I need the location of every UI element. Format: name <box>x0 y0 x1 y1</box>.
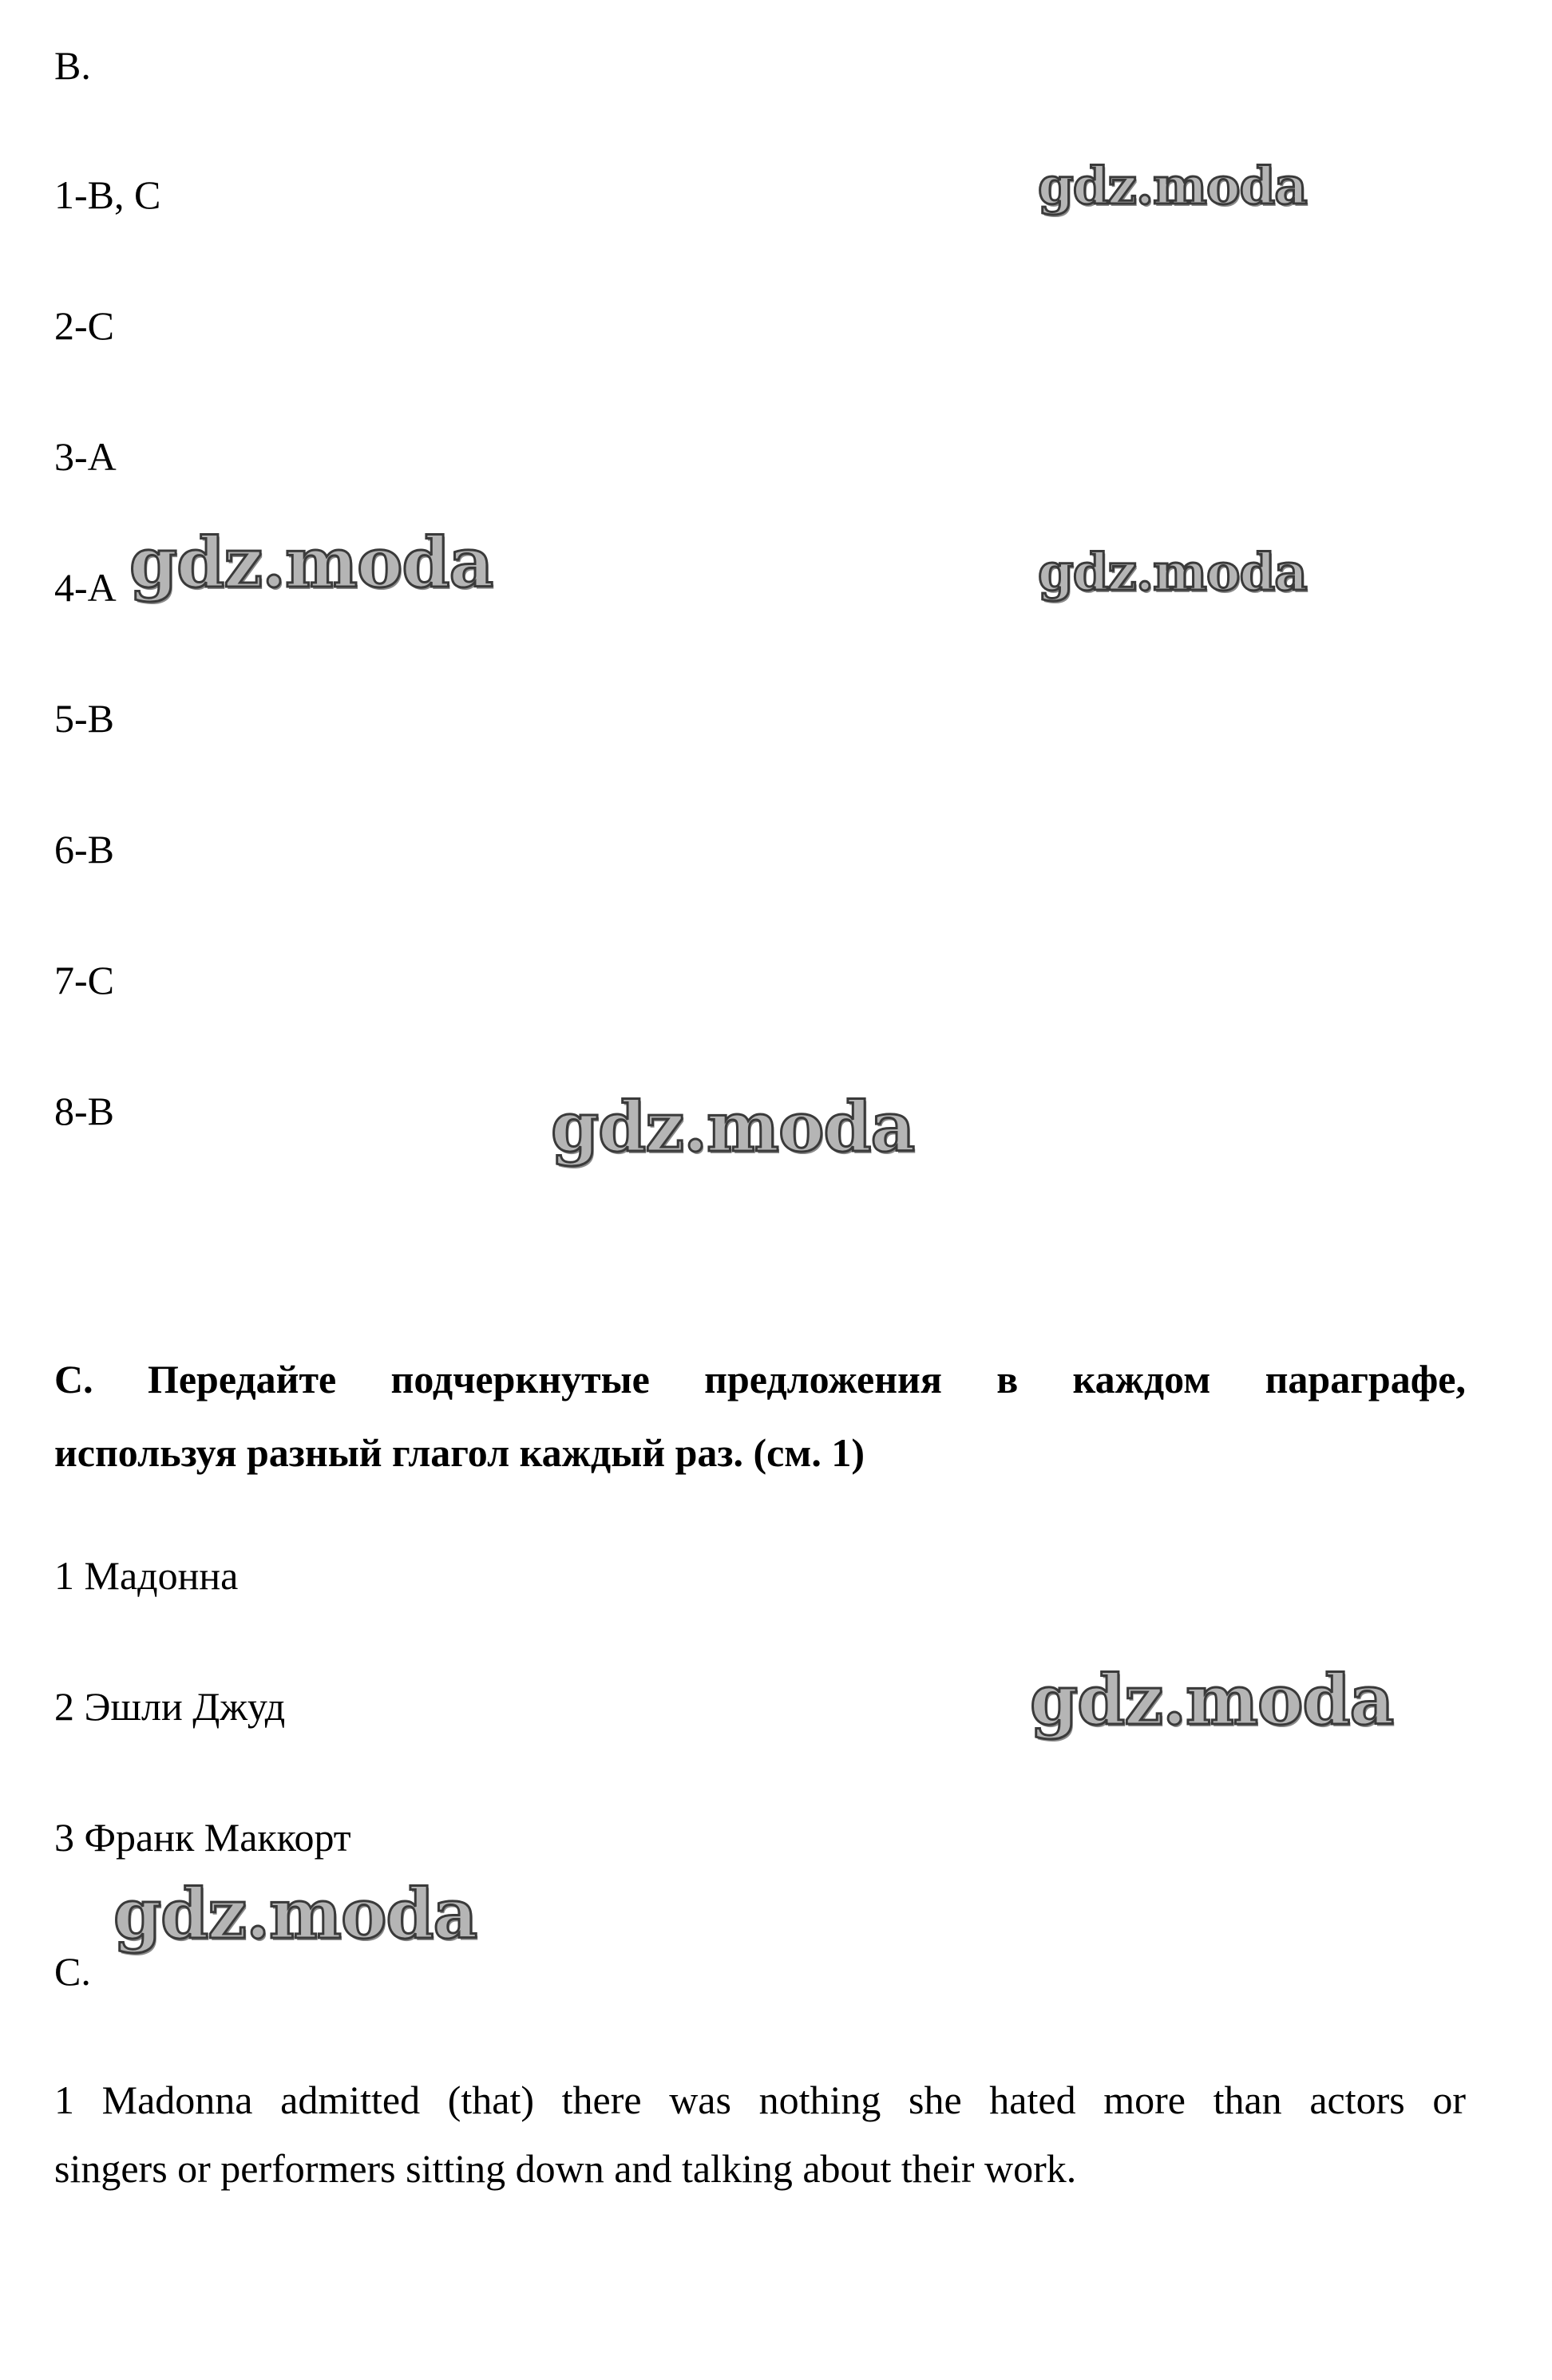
answer-b-6: 6-B <box>54 827 114 872</box>
answer-c-1 <box>54 2066 1466 2203</box>
watermark: gdz.moda <box>129 523 493 603</box>
answer-b-3: 3-A <box>54 434 117 479</box>
answer-b-4: 4-A <box>54 565 117 610</box>
answer-b-5: 5-B <box>54 696 114 741</box>
answer-b-7: 7-C <box>54 958 114 1002</box>
section-c-item-2: 2 Эшли Джуд <box>54 1684 286 1729</box>
watermark: gdz.moda <box>113 1874 477 1955</box>
answers-c-label: C. <box>54 1949 91 1994</box>
watermark: gdz.moda <box>551 1087 915 1168</box>
answer-b-1: 1-B, C <box>54 172 161 217</box>
answer-c-1-line-2: singers or performers sitting down and talking about their work. <box>54 2146 1077 2191</box>
section-c-heading-line-2: используя разный глагол каждый раз. (см. 1) <box>54 1430 865 1475</box>
section-c-item-3: 3 Франк Маккорт <box>54 1815 351 1860</box>
watermark: gdz.moda <box>1038 156 1307 216</box>
answer-b-8: 8-B <box>54 1089 114 1133</box>
answer-c-1-line-1: 1 Madonna admitted (that) there was nothing she hated more than actors or <box>54 2078 1466 2122</box>
section-c-item-1: 1 Мадонна <box>54 1553 239 1598</box>
watermark: gdz.moda <box>1038 543 1307 603</box>
section-c-heading-line-1: C. Передайте подчеркнутые предложения в каждом параграфе, <box>54 1357 1466 1402</box>
watermark: gdz.moda <box>1030 1660 1394 1741</box>
answers-b-label: B. <box>54 43 91 88</box>
section-c-heading <box>54 1342 1466 1489</box>
answer-b-2: 2-C <box>54 303 114 348</box>
